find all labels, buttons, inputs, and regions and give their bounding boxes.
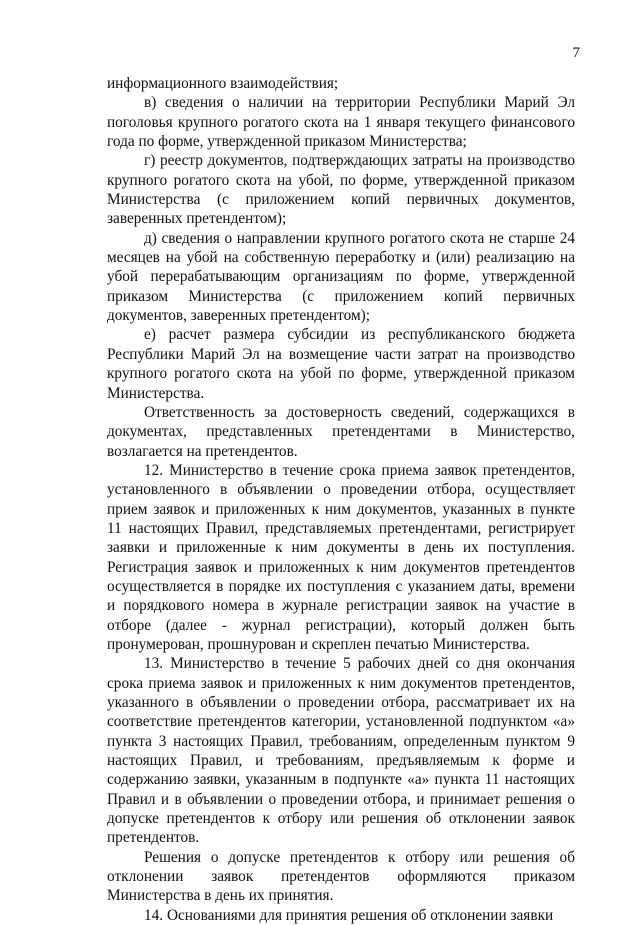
paragraph: 14. Основаниями для принятия решения об отклонении заявки: [144, 906, 554, 924]
paragraph: 13. Министерство в течение 5 рабочих дней со дня окончания срока приема заявок и приложенных к ним документов претендентов, указанного в объявлении о проведении отбора, рассматривает их на соответствие претендентов категории, установленной подпунктом «а» пункта 3 настоящих Правил, требованиям, определенным пунктом 9 настоящих Правил, и требованиям, предъявляемым к форме и содержанию заявки, указанным в подпункте «а» пункта 11 настоящих Правил и в объявлении о проведении отбора, и принимает решения о допуске претендентов к отбору или решения об отклонении заявок претендентов.: [107, 655, 575, 847]
paragraph: Решения о допуске претендентов к отбору или решения об отклонении заявок претендентов оформляются приказом Министерства в день их принятия.: [107, 848, 575, 905]
paragraph: д) сведения о направлении крупного рогатого скота не старше 24 месяцев на убой на собственную переработку и (или) реализацию на убой перерабатывающим организациям по форме, утвержденной приказом Министерства (с приложением копий первичных документов, заверенных претендентом);: [107, 229, 575, 325]
paragraph: в) сведения о наличии на территории Республики Марий Эл поголовья крупного рогатого скота на 1 января текущего финансового года по форме, утвержденной приказом Министерства;: [107, 94, 575, 151]
paragraph: Ответственность за достоверность сведений, содержащихся в документах, представленных претендентами в Министерство, возлагается на претендентов.: [107, 403, 575, 460]
page-number: 7: [572, 45, 580, 61]
paragraph: 12. Министерство в течение срока приема заявок претендентов, установленного в объявлении о проведении отбора, осуществляет прием заявок и приложенных к ним документов, указанных в пункте 11 настоящих Правил, представляемых претендентами, регистрирует заявки и приложенные к ним документы в день их поступления. Регистрация заявок и приложенных к ним документов претендентов осуществляется в порядке их поступления с указанием даты, времени и порядкового номера в журнале регистрации заявок на участие в отборе (далее - журнал регистрации), который должен быть пронумерован, прошнурован и скреплен печатью Министерства.: [107, 461, 575, 653]
paragraph: е) расчет размера субсидии из республиканского бюджета Республики Марий Эл на возмещение части затрат на производство крупного рогатого скота на убой по форме, утвержденной приказом Министерства.: [107, 326, 575, 402]
document-body: [107, 74, 575, 925]
paragraph: информационного взаимодействия;: [107, 75, 339, 92]
paragraph: г) реестр документов, подтверждающих затраты на производство крупного рогатого скота на убой, по форме, утвержденной приказом Министерства (с приложением копий первичных документов, заверенных претендентом);: [107, 152, 575, 228]
